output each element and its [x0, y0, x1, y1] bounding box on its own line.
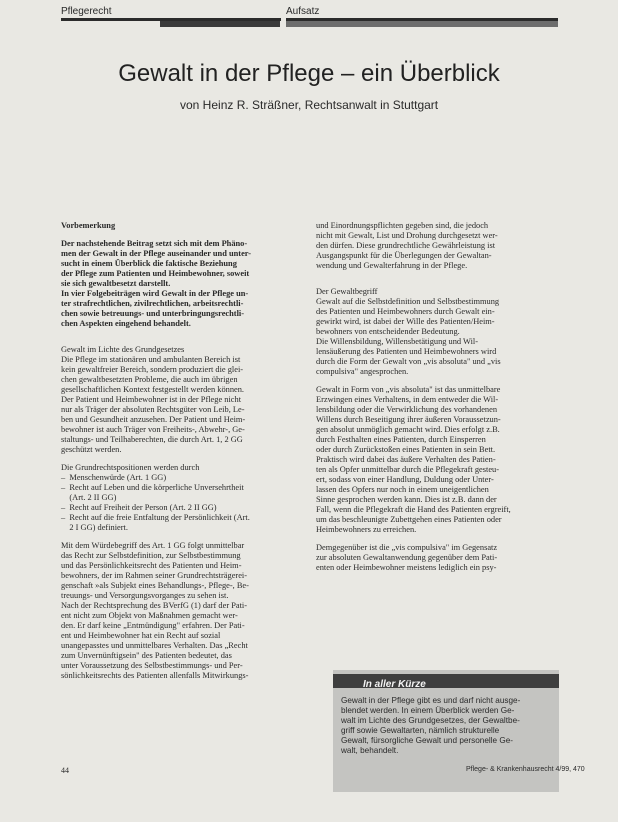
text-line: gesellschaftlichen Kontext festgestellt werden können. — [61, 385, 245, 394]
summary-box-title: In aller Kürze — [363, 679, 426, 690]
text-line: Die Pflege im stationären und ambulanten Bereich ist — [61, 355, 241, 364]
text-line: bewohners von entscheidender Bedeutung. — [316, 327, 460, 336]
paragraph-gap — [316, 271, 566, 279]
text-line: nur als Träger der absoluten Rechtsgüter von Leib, Le- — [61, 405, 245, 414]
text-line: unter Voraussetzung des Selbstbestimmungs- und Per- — [61, 661, 243, 670]
text-line: den dürfen. Diese grundrechtliche Gewährleistung ist — [316, 241, 496, 250]
text-line: In vier Folgebeiträgen wird Gewalt in der Pflege un- — [61, 289, 249, 298]
text-line: chen Aspekten eingehend behandelt. — [61, 319, 191, 328]
text-line: Gewalt in Form von „vis absoluta" ist das unmittelbare — [316, 385, 501, 394]
text-line: Nach der Rechtsprechung des BVerfG (1) darf der Pati- — [61, 601, 248, 610]
text-line: kein gewaltfreier Bereich, sondern produziert die glei- — [61, 365, 244, 374]
paragraph-gap — [61, 329, 311, 337]
text-line: durch die Form der Gewalt von „vis absoluta" und „vis — [316, 357, 501, 366]
text-line: 2 I GG) definiert. — [61, 523, 128, 532]
paragraph-gap — [61, 533, 311, 541]
text-line: Fall, wenn die Pflegekraft die Hand des Patienten ergreift, — [316, 505, 511, 514]
article-title: Gewalt in der Pflege – ein Überblick — [118, 60, 500, 87]
summary-box-body — [341, 696, 520, 756]
text-line: Erzwingen eines Verhaltens, in dem entweder die Wil- — [316, 395, 499, 404]
summary-line: walt im Lichte des Grundgesetzes, der Gewaltbe- — [341, 716, 520, 725]
text-line: – Recht auf Freiheit der Person (Art. 2 II GG) — [61, 503, 217, 512]
text-line: Praktisch wird dabei das äußere Verhalten des Patien- — [316, 455, 496, 464]
summary-box-header — [333, 674, 559, 688]
text-line: men der Gewalt in der Pflege auseinander und unter- — [61, 249, 251, 258]
text-line: lensäußerung des Patienten und Heimbewohners wird — [316, 347, 497, 356]
text-line: Der nachstehende Beitrag setzt sich mit dem Phäno- — [61, 239, 248, 248]
paragraph-gap — [316, 279, 566, 287]
text-line: sönlichkeitsrechts des Patienten allenfalls Mitwirkungs- — [61, 671, 249, 680]
text-line: Ausgangspunkt für die Überlegungen der Gewaltan- — [316, 251, 492, 260]
text-line: – Recht auf Leben und die körperliche Unversehrtheit — [61, 483, 244, 492]
text-line: chen sowie betreuungs- und unterbringungsrechtli- — [61, 309, 245, 318]
text-line: Die Willensbildung, Willensbetätigung und Wil- — [316, 337, 479, 346]
summary-line: walt, behandelt. — [341, 746, 399, 755]
summary-line: griff sowie Gewaltarten, nämlich strukturelle — [341, 726, 500, 735]
summary-line: Gewalt, fürsorgliche Gewalt und personelle Ge- — [341, 736, 514, 745]
text-line: sucht in einem Überblick die faktische Beziehung — [61, 259, 237, 268]
text-line: Der Gewaltbegriff — [316, 287, 378, 296]
text-line: das Recht zur Selbstdefinition, zur Selbstbestimmung — [61, 551, 241, 560]
text-line: des Patienten und Heimbewohners durch Gewalt ein- — [316, 307, 495, 316]
text-line: compulsiva" angesprochen. — [316, 367, 409, 376]
text-line: ent nicht zum Objekt von Maßnahmen gemacht wer- — [61, 611, 238, 620]
text-line: Gewalt auf die Selbstdefinition und Selbstbestimmung — [316, 297, 500, 306]
text-line: oder durch Zurückstoßen eines Patienten in sein Bett. — [316, 445, 496, 454]
text-line: den. Er darf keine „Entmündigung" erfahren. Der Pati- — [61, 621, 245, 630]
header-bar-right — [286, 21, 558, 27]
text-line: chen gewaltbesetzten Probleme, die auch im übrigen — [61, 375, 238, 384]
text-line: ert, sodass von einer Handlung, Duldung oder Unter- — [316, 475, 494, 484]
text-line: Willens durch Beseitigung ihrer äußeren Voraussetzun- — [316, 415, 501, 424]
text-line: lensbildung oder die Verwirklichung des vorhandenen — [316, 405, 498, 414]
paragraph-gap — [316, 377, 566, 385]
text-line: staltungs- und Teilhaberechten, die durch Art. 1, 2 GG — [61, 435, 243, 444]
text-line: ent und Heimbewohner hat ein Recht auf sozial — [61, 631, 221, 640]
text-line: lassen des Opfers nur noch in einem uneigentlichen — [316, 485, 489, 494]
text-line: genschaft »als Subjekt eines Behandlungs-, Pflege-, Be- — [61, 581, 249, 590]
text-line: (Art. 2 II GG) — [61, 493, 117, 502]
text-line: unangepasstes und unmittelbares Verhalten. Das „Recht — [61, 641, 248, 650]
paragraph-gap — [61, 337, 311, 345]
paragraph-gap — [61, 231, 311, 239]
text-line: der Pflege zum Patienten und Heimbewohner, soweit — [61, 269, 250, 278]
text-line: um das beschleunigte Zubettgehen eines Patienten oder — [316, 515, 502, 524]
text-line: Der Patient und Heimbewohner ist in der Pflege nicht — [61, 395, 242, 404]
text-line: bewohner ist auch Träger von Freiheits-, Abwehr-, Ge- — [61, 425, 245, 434]
text-line: Vorbemerkung — [61, 221, 116, 230]
text-line: Heimbewohners zu erreichen. — [316, 525, 417, 534]
page-number: 44 — [61, 766, 69, 775]
text-line: und das Persönlichkeitsrecht des Patienten und Heim- — [61, 561, 242, 570]
text-line: und Einordnungspflichten gegeben sind, die jedoch — [316, 221, 489, 230]
author-line: von Heinz R. Sträßner, Rechtsanwalt in Stuttgart — [180, 98, 439, 112]
text-line: Demgegenüber ist die „vis compulsiva" im Gegensatz — [316, 543, 498, 552]
text-line: ben und Gesundheit anzusehen. Der Patient und Heim- — [61, 415, 246, 424]
header-bar-left — [160, 21, 280, 27]
right-column — [316, 221, 566, 573]
section-label: Pflegerecht — [61, 6, 112, 17]
text-line: Die Grundrechtspositionen werden durch — [61, 463, 200, 472]
text-line: ter strafrechtlichen, zivilrechtlichen, arbeitsrechtli- — [61, 299, 244, 308]
text-line: wendung und Gewalterfahrung in der Pflege. — [316, 261, 468, 270]
text-line: durch Festhalten eines Patienten, durch Einsperren — [316, 435, 486, 444]
text-line: Gewalt im Lichte des Grundgesetzes — [61, 345, 185, 354]
summary-line: blendet werden. In einem Überblick werden Ge- — [341, 706, 515, 715]
text-line: gewirkt wird, ist dabei der Wille des Patienten/Heim- — [316, 317, 495, 326]
text-line: gen absolut unmöglich gemacht wird. Dies erfolgt z.B. — [316, 425, 500, 434]
paragraph-gap — [61, 455, 311, 463]
text-line: sie sich gewaltbesetzt darstellt. — [61, 279, 171, 288]
text-line: zur absoluten Gewaltanwendung gegenüber dem Pati- — [316, 553, 498, 562]
text-line: enten oder Heimbewohner meistens lediglich ein psy- — [316, 563, 497, 572]
summary-box — [333, 670, 559, 792]
text-line: geschützt werden. — [61, 445, 122, 454]
text-line: Sinne gesprochen werden kann. Dies ist z.B. dann der — [316, 495, 497, 504]
article-type-label: Aufsatz — [286, 6, 320, 17]
summary-line: Gewalt in der Pflege gibt es und darf nicht ausge- — [341, 696, 521, 705]
left-column — [61, 221, 311, 681]
text-line: nicht mit Gewalt, List und Drohung durchgesetzt wer- — [316, 231, 498, 240]
text-line: – Recht auf die freie Entfaltung der Persönlichkeit (Art. — [61, 513, 250, 522]
text-line: bewohners, der im Rahmen seiner Grundrechtsträgerei- — [61, 571, 248, 580]
text-line: treuungs- und Versorgungsvorganges zu sehen ist. — [61, 591, 229, 600]
text-line: Mit dem Würdebegriff des Art. 1 GG folgt unmittelbar — [61, 541, 245, 550]
text-line: – Menschenwürde (Art. 1 GG) — [61, 473, 167, 482]
text-line: zum Unvernünftigsein" des Patienten bedeutet, das — [61, 651, 232, 660]
text-line: ten als Opfer unmittelbar durch die Pflegekraft gesteu- — [316, 465, 500, 474]
journal-reference: Pflege- & Krankenhausrecht 4/99, 470 — [466, 766, 585, 773]
paragraph-gap — [316, 535, 566, 543]
